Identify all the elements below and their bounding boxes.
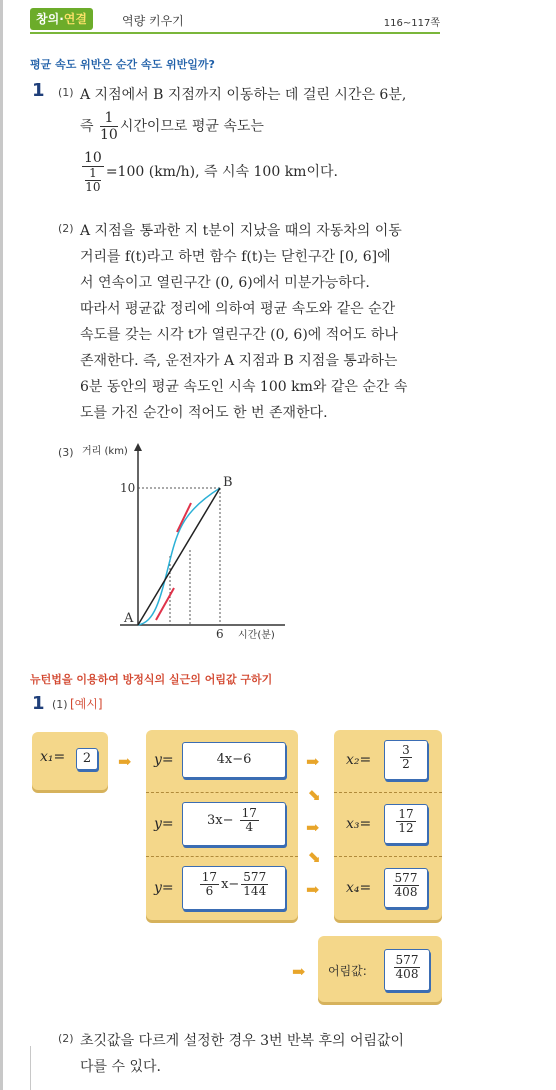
part2-line: 도를 가진 순간이 적어도 한 번 존재한다. bbox=[80, 405, 328, 421]
frac-numerator: 3 bbox=[402, 743, 410, 757]
frac-numerator: 577 bbox=[243, 870, 267, 884]
frac-numerator: 577 bbox=[394, 871, 418, 885]
tangent-line bbox=[177, 503, 191, 532]
tangent-eq-box-3 bbox=[182, 866, 286, 910]
part1-line3-post: =100 (km/h), 즉 시속 100 km이다. bbox=[105, 164, 338, 180]
section2-part2-label: (2) bbox=[58, 1032, 74, 1045]
fraction bbox=[200, 871, 219, 898]
part1-line2 bbox=[80, 110, 264, 143]
y-label: y= bbox=[154, 880, 174, 896]
arrow-right-icon: ➡ bbox=[306, 880, 320, 899]
row-divider bbox=[146, 856, 298, 857]
frac-denominator: 10 bbox=[99, 127, 118, 143]
tangent-eq-text: x− bbox=[221, 877, 240, 892]
frac-denominator: 408 bbox=[394, 885, 418, 899]
arrow-right-icon: ➡ bbox=[118, 752, 132, 771]
y-label: y= bbox=[154, 752, 174, 768]
tangent-eq-text: 4x−6 bbox=[216, 752, 252, 767]
tangent-eq-text: 3x− bbox=[207, 813, 234, 828]
arrow-down-left-icon: ➡ bbox=[303, 846, 327, 869]
fraction bbox=[240, 807, 259, 834]
x-tick-label: 6 bbox=[216, 627, 224, 640]
section2-number: 1 bbox=[32, 693, 45, 714]
x1-card bbox=[32, 732, 108, 790]
fraction bbox=[394, 954, 421, 981]
frac-numerator: 17 bbox=[201, 870, 218, 884]
x1-value-box: 2 bbox=[76, 748, 98, 770]
header-title: 역량 키우기 bbox=[122, 14, 184, 28]
part2-line: 속도를 갖는 시각 t가 열린구간 (0, 6)에 적어도 하나 bbox=[80, 327, 398, 343]
frac-denominator: 144 bbox=[243, 884, 267, 898]
frac-denominator: 4 bbox=[245, 820, 254, 834]
fraction bbox=[400, 744, 412, 771]
example-tag: [예시] bbox=[70, 697, 103, 711]
nested-fraction bbox=[85, 167, 100, 194]
x4-label: x₄= bbox=[346, 880, 372, 896]
header-page-range: 116~117쪽 bbox=[383, 18, 440, 29]
point-b-label: B bbox=[223, 475, 233, 490]
fraction bbox=[241, 871, 268, 898]
row-divider bbox=[146, 792, 298, 793]
fraction bbox=[396, 808, 415, 835]
arrow-right-icon: ➡ bbox=[292, 962, 306, 981]
part1-label: (1) bbox=[58, 86, 74, 99]
arrow-right-icon: ➡ bbox=[306, 818, 320, 837]
section2-title: 뉴턴법을 이용하여 방정식의 실근의 어림값 구하기 bbox=[30, 673, 273, 686]
page-header bbox=[30, 8, 440, 34]
frac-denominator bbox=[82, 167, 104, 194]
y-tick-label: 10 bbox=[120, 481, 136, 495]
point-a-label: A bbox=[124, 611, 134, 626]
section1-title: 평균 속도 위반은 순간 속도 위반일까? bbox=[30, 58, 215, 71]
part1-line1: A 지점에서 B 지점까지 이동하는 데 걸린 시간은 6분, bbox=[80, 87, 407, 103]
section2-part1-label: (1) bbox=[52, 698, 68, 711]
badge-left: 창의 bbox=[36, 12, 60, 26]
x4-value-box bbox=[384, 868, 428, 908]
frac-denominator: 6 bbox=[205, 884, 214, 898]
x1-label: x₁= bbox=[40, 749, 66, 765]
part2-text-line: 초깃값을 다르게 설정한 경우 3번 반복 후의 어림값이 bbox=[80, 1033, 405, 1049]
tangent-equation-card bbox=[146, 730, 298, 920]
part2-label: (2) bbox=[58, 222, 74, 235]
y-label: y= bbox=[154, 816, 174, 832]
y-axis-arrow bbox=[134, 443, 142, 451]
distance-time-graph bbox=[60, 440, 320, 640]
approx-label: 어림값: bbox=[328, 964, 367, 978]
arrow-down-left-icon: ➡ bbox=[303, 784, 327, 807]
frac-numerator: 1 bbox=[100, 110, 118, 127]
bottom-rule bbox=[30, 1046, 31, 1090]
frac-numerator: 17 bbox=[241, 806, 257, 820]
badge-right: 연결 bbox=[63, 12, 87, 26]
part2-line: 따라서 평균값 정리에 의하여 평균 속도와 같은 순간 bbox=[80, 301, 396, 317]
fraction-one-tenth bbox=[100, 110, 118, 143]
approximation-card bbox=[318, 936, 442, 1002]
part2-line: 존재한다. 즉, 운전자가 A 지점과 B 지점을 통과하는 bbox=[80, 353, 398, 369]
part2-line: 서 연속이고 열린구간 (0, 6)에서 미분가능하다. bbox=[80, 275, 370, 291]
part2-line: 6분 동안의 평균 속도인 시속 100 km와 같은 순간 속 bbox=[80, 379, 408, 395]
frac-denominator: 12 bbox=[398, 821, 414, 835]
part1-line2-pre: 즉 bbox=[80, 118, 94, 135]
next-x-card bbox=[334, 730, 442, 920]
x-axis-label: 시간(분) bbox=[238, 630, 275, 640]
nested-frac-denominator: 10 bbox=[85, 180, 101, 194]
section-badge bbox=[30, 8, 93, 30]
x3-label: x₃= bbox=[346, 816, 372, 832]
part1-line2-post: 시간이므로 평균 속도는 bbox=[119, 118, 264, 135]
x2-label: x₂= bbox=[346, 752, 372, 768]
part1-line3 bbox=[80, 150, 338, 194]
fraction bbox=[393, 872, 420, 899]
frac-denominator: 2 bbox=[402, 757, 410, 771]
tangent-eq-box-2 bbox=[182, 802, 286, 846]
secant-line bbox=[138, 488, 220, 625]
page-edge-rule bbox=[0, 0, 3, 1090]
approx-value-box bbox=[384, 949, 430, 991]
frac-numerator: 17 bbox=[398, 807, 414, 821]
badge-dot: · bbox=[59, 12, 64, 26]
part2-text-line: 다를 수 있다. bbox=[80, 1059, 161, 1075]
part2-line: 거리를 f(t)라고 하면 함수 f(t)는 닫힌구간 [0, 6]에 bbox=[80, 249, 391, 265]
x3-value-box bbox=[384, 804, 428, 844]
fraction-average-speed bbox=[82, 150, 104, 194]
y-axis-label: 거리 (km) bbox=[82, 446, 128, 457]
row-divider bbox=[334, 856, 442, 857]
nested-frac-numerator: 1 bbox=[85, 167, 100, 181]
tangent-eq-box-1 bbox=[182, 742, 286, 778]
tangent-line bbox=[156, 588, 174, 620]
part2-line: A 지점을 통과한 지 t분이 지났을 때의 자동차의 이동 bbox=[80, 223, 402, 239]
frac-denominator: 408 bbox=[395, 967, 419, 981]
part3-label: (3) bbox=[58, 446, 74, 459]
x2-value-box bbox=[384, 740, 428, 780]
frac-numerator: 10 bbox=[84, 150, 102, 166]
section1-number: 1 bbox=[32, 80, 45, 101]
row-divider bbox=[334, 792, 442, 793]
frac-numerator: 577 bbox=[395, 953, 419, 967]
arrow-right-icon: ➡ bbox=[306, 752, 320, 771]
